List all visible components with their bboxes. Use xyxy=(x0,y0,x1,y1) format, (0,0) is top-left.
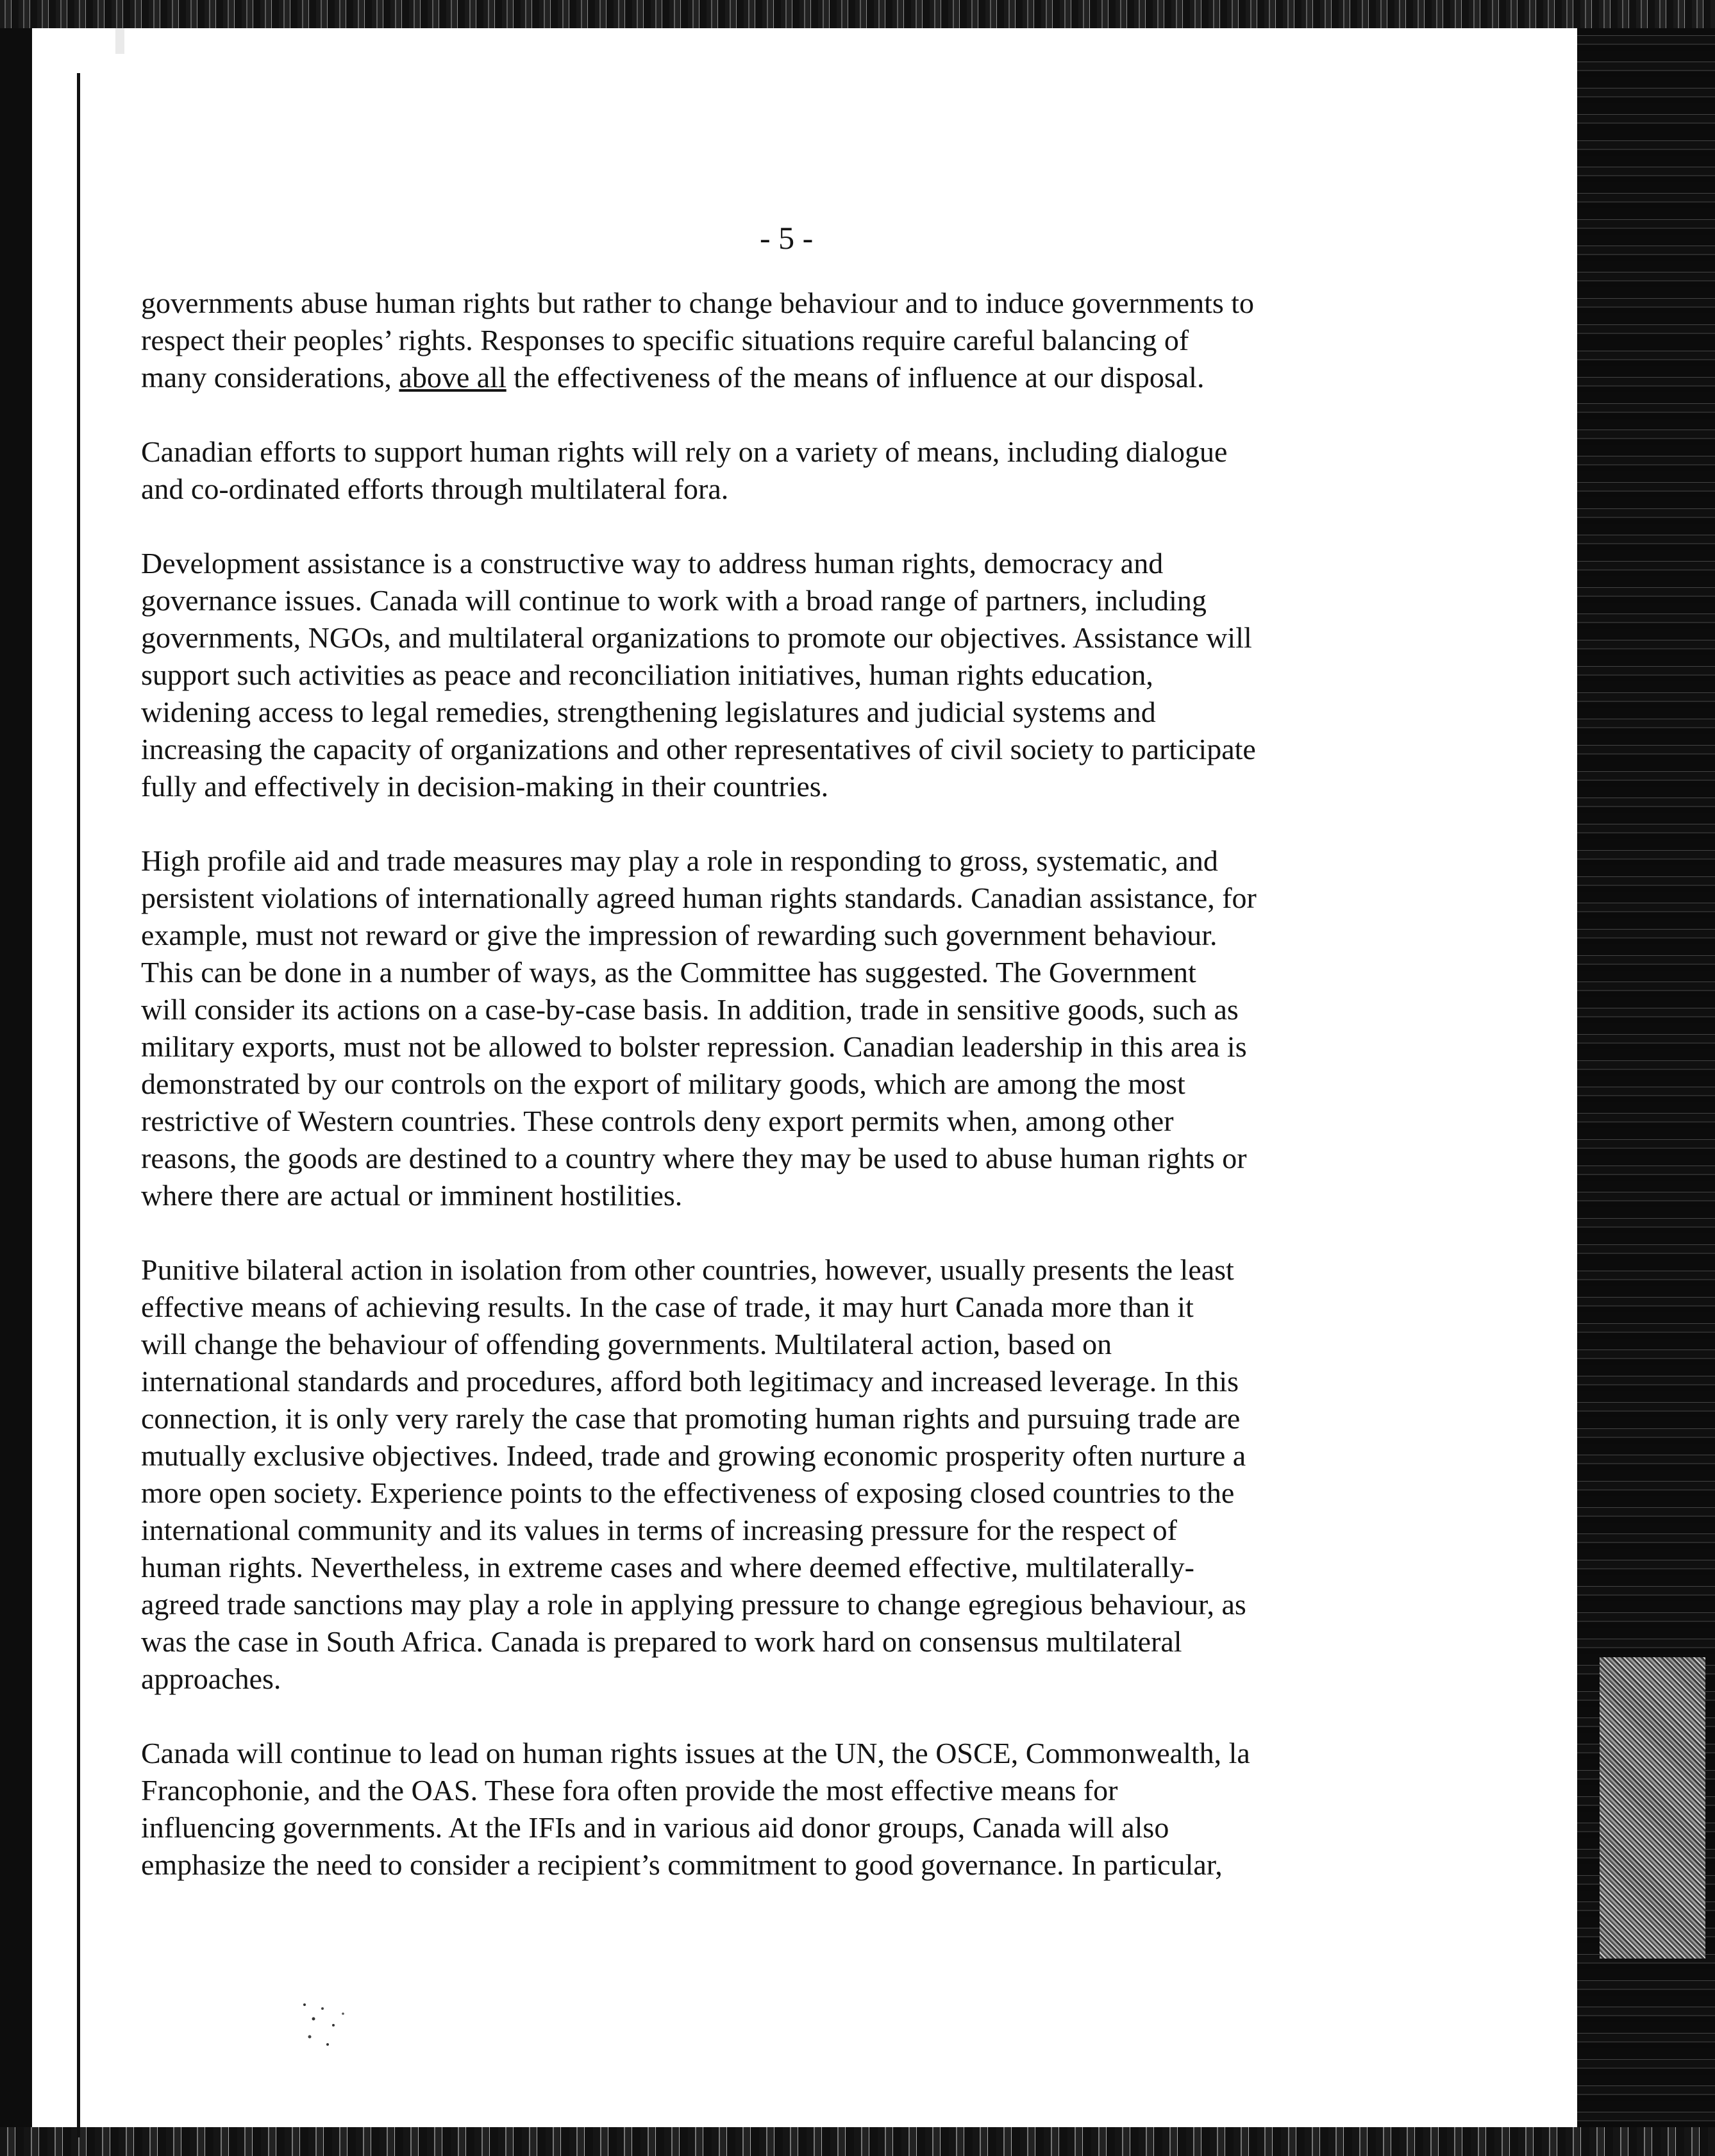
text-run: international standards and procedures, afford both legitimacy and increased leverage. In this xyxy=(141,1365,1239,1398)
scan-artifact-patch xyxy=(1600,1657,1705,1959)
text-run: Canadian efforts to support human rights will rely on a variety of means, including dialogue xyxy=(141,435,1228,468)
page-number: - 5 - xyxy=(760,220,814,256)
text-line xyxy=(141,1251,1455,1289)
scan-specks xyxy=(298,2000,375,2057)
text-line xyxy=(141,1065,1455,1103)
text-line xyxy=(141,880,1455,917)
paragraph-4 xyxy=(141,842,1455,1214)
text-line xyxy=(141,545,1455,582)
text-run: will change the behaviour of offending governments. Multilateral action, based on xyxy=(141,1328,1112,1360)
text-run: reasons, the goods are destined to a country where they may be used to abuse human rights or xyxy=(141,1142,1247,1174)
text-line xyxy=(141,768,1455,805)
text-run: influencing governments. At the IFIs and in various aid donor groups, Canada will also xyxy=(141,1811,1169,1844)
text-run: Canada will continue to lead on human rights issues at the UN, the OSCE, Commonwealth, la xyxy=(141,1737,1250,1769)
text-line xyxy=(141,917,1455,954)
scan-edge-bottom xyxy=(0,2127,1715,2156)
text-run: military exports, must not be allowed to bolster repression. Canadian leadership in this area is xyxy=(141,1030,1247,1063)
text-run: governance issues. Canada will continue to work with a broad range of partners, including xyxy=(141,584,1207,617)
text-run: widening access to legal remedies, strengthening legislatures and judicial systems and xyxy=(141,696,1156,728)
text-line xyxy=(141,285,1455,322)
text-run: This can be done in a number of ways, as the Committee has suggested. The Government xyxy=(141,956,1196,989)
text-line xyxy=(141,842,1455,880)
text-run: where there are actual or imminent hostilities. xyxy=(141,1179,683,1212)
paragraph-1 xyxy=(141,285,1455,396)
text-run: increasing the capacity of organizations and other representatives of civil society to participate xyxy=(141,733,1256,765)
paragraph-3 xyxy=(141,545,1455,805)
text-run: many considerations, xyxy=(141,361,399,394)
text-line xyxy=(141,1809,1455,1846)
text-run: was the case in South Africa. Canada is prepared to work hard on consensus multilateral xyxy=(141,1625,1182,1658)
text-run: more open society. Experience points to the effectiveness of exposing closed countries to the xyxy=(141,1476,1235,1509)
text-run: the effectiveness of the means of influence at our disposal. xyxy=(506,361,1205,394)
text-line xyxy=(141,1326,1455,1363)
text-line xyxy=(141,1103,1455,1140)
text-run: Development assistance is a constructive way to address human rights, democracy and xyxy=(141,547,1164,580)
text-line xyxy=(141,1475,1455,1512)
text-run: governments abuse human rights but rather to change behaviour and to induce governments to xyxy=(141,287,1255,319)
text-run: demonstrated by our controls on the export of military goods, which are among the most xyxy=(141,1067,1185,1100)
text-run: effective means of achieving results. In the case of trade, it may hurt Canada more than it xyxy=(141,1291,1194,1323)
text-run: support such activities as peace and reconciliation initiatives, human rights education, xyxy=(141,658,1153,691)
text-line xyxy=(141,1363,1455,1400)
text-line xyxy=(141,1289,1455,1326)
text-run: respect their peoples’ rights. Responses to specific situations require careful balancing of xyxy=(141,324,1189,356)
text-run: example, must not reward or give the impression of rewarding such government behaviour. xyxy=(141,919,1217,951)
text-run: restrictive of Western countries. These controls deny export permits when, among other xyxy=(141,1105,1174,1137)
left-margin-rule xyxy=(77,73,80,2137)
text-run: will consider its actions on a case-by-case basis. In addition, trade in sensitive goods, such as xyxy=(141,993,1239,1026)
text-run: mutually exclusive objectives. Indeed, trade and growing economic prosperity often nurture a xyxy=(141,1439,1246,1472)
document-page xyxy=(32,28,1577,2127)
text-run: High profile aid and trade measures may play a role in responding to gross, systematic, and xyxy=(141,844,1218,877)
text-line xyxy=(141,619,1455,656)
text-line xyxy=(141,582,1455,619)
text-line xyxy=(141,322,1455,359)
text-run: emphasize the need to consider a recipient’s commitment to good governance. In particular, xyxy=(141,1848,1223,1881)
text-line xyxy=(141,1028,1455,1065)
text-run: governments, NGOs, and multilateral organizations to promote our objectives. Assistance will xyxy=(141,621,1252,654)
text-run: Punitive bilateral action in isolation from other countries, however, usually presents the least xyxy=(141,1253,1234,1286)
text-line xyxy=(141,1177,1455,1214)
text-line xyxy=(141,1623,1455,1660)
text-line xyxy=(141,731,1455,768)
text-run: and co-ordinated efforts through multilateral fora. xyxy=(141,472,729,505)
text-run: international community and its values in terms of increasing pressure for the respect of xyxy=(141,1514,1177,1546)
paragraph-5 xyxy=(141,1251,1455,1698)
text-line xyxy=(141,1437,1455,1475)
text-run: agreed trade sanctions may play a role in applying pressure to change egregious behaviour, as xyxy=(141,1588,1246,1621)
document-body xyxy=(141,285,1455,1921)
paragraph-2 xyxy=(141,433,1455,508)
text-line xyxy=(141,694,1455,731)
text-run: connection, it is only very rarely the case that promoting human rights and pursuing trade are xyxy=(141,1402,1241,1435)
text-line xyxy=(141,1846,1455,1884)
text-run: human rights. Nevertheless, in extreme cases and where deemed effective, multilaterally- xyxy=(141,1551,1194,1584)
text-line xyxy=(141,656,1455,694)
corner-mark xyxy=(115,28,124,54)
text-run: fully and effectively in decision-making in their countries. xyxy=(141,770,829,803)
text-line xyxy=(141,1512,1455,1549)
underlined-text: above all xyxy=(399,361,506,394)
text-line xyxy=(141,1549,1455,1586)
text-line xyxy=(141,359,1455,396)
text-line xyxy=(141,1772,1455,1809)
text-line xyxy=(141,991,1455,1028)
text-line xyxy=(141,1400,1455,1437)
text-line xyxy=(141,471,1455,508)
text-line xyxy=(141,1586,1455,1623)
text-line xyxy=(141,1735,1455,1772)
text-run: approaches. xyxy=(141,1662,281,1695)
text-line xyxy=(141,1660,1455,1698)
text-line xyxy=(141,954,1455,991)
text-line xyxy=(141,1140,1455,1177)
scan-edge-top xyxy=(0,0,1715,28)
text-run: persistent violations of internationally agreed human rights standards. Canadian assistance, for xyxy=(141,882,1257,914)
text-line xyxy=(141,433,1455,471)
paragraph-6 xyxy=(141,1735,1455,1884)
text-run: Francophonie, and the OAS. These fora often provide the most effective means for xyxy=(141,1774,1118,1807)
